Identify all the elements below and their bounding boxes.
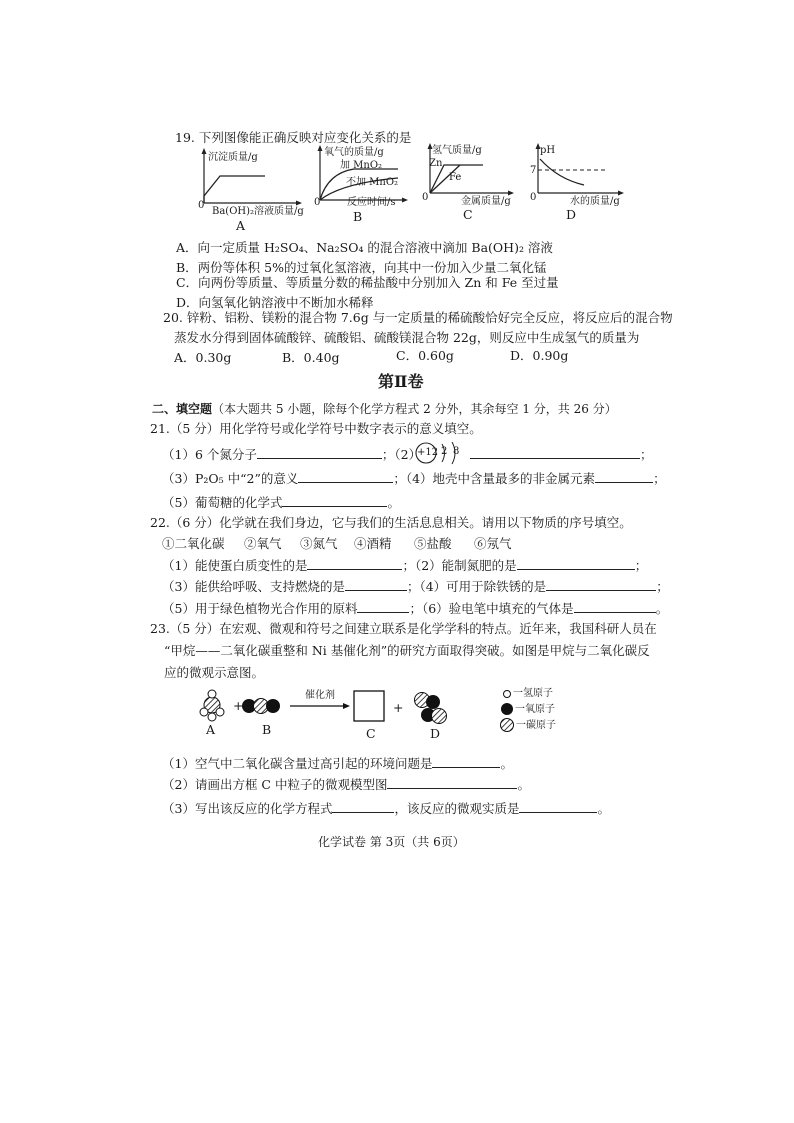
q23-blank-3[interactable] xyxy=(332,800,394,813)
q22-blank-2[interactable] xyxy=(517,557,635,570)
graph-b-letter: B xyxy=(353,209,363,224)
q23-blank-2[interactable] xyxy=(387,776,517,789)
section-title: 第Ⅱ卷 xyxy=(378,372,424,391)
graph-d-ylabel: pH xyxy=(540,145,556,156)
q21-row2: （3）P₂O₅ 中“2”的意义 ；（4）地壳中含量最多的非金属元素 ； xyxy=(162,471,666,486)
q21-row3: （5）葡萄糖的化学式 。 xyxy=(162,495,400,510)
legend-oxygen-icon xyxy=(501,703,513,715)
q21-blank-4[interactable] xyxy=(595,470,653,483)
graph-c-letter: C xyxy=(463,207,473,222)
q21-row1 xyxy=(162,446,421,463)
legend-hydrogen-icon xyxy=(504,691,511,698)
q22-blank-3[interactable] xyxy=(345,578,407,591)
q23-sub3: （3）写出该反应的化学方程式 ，该反应的微观实质是 。 xyxy=(162,801,610,816)
q19-option-b: B．两份等体积 5%的过氧化氢溶液，向其中一份加入少量二氧化锰 xyxy=(176,260,547,275)
graph-d-xlabel: 水的质量/g xyxy=(570,196,620,207)
q21-blank-5[interactable] xyxy=(282,494,387,507)
q23-sub2: （2）请画出方框 C 中粒子的微观模型图 。 xyxy=(162,777,530,792)
molecule-c-box xyxy=(354,691,384,721)
atom-shell-2: 8 xyxy=(453,446,460,457)
molecule-d-co xyxy=(415,693,447,724)
q21-part3: （3）P₂O₅ 中“2”的意义 xyxy=(162,471,299,486)
graph-c-fe-label: Fe xyxy=(449,172,462,183)
section-header xyxy=(152,401,617,417)
graph-c-zn-label: Zn xyxy=(429,158,443,169)
graph-b-ylabel: 氧气的质量/g xyxy=(324,147,384,158)
graph-c-origin: 0 xyxy=(422,192,429,203)
section-header-bold: 二、填空题 xyxy=(152,402,213,416)
section-header-rest: （本大题共 5 小题，除每个化学方程式 2 分外，其余每空 1 分，共 26 分） xyxy=(212,402,617,416)
plus-sign-1: + xyxy=(233,698,244,713)
q22-substance-3: ③氮气 xyxy=(300,536,338,551)
q22-substance-5: ⑤盐酸 xyxy=(414,536,452,551)
q22-substance-2: ②氧气 xyxy=(244,536,282,551)
q22-blank-6[interactable] xyxy=(574,600,656,613)
q22-substance-6: ⑥氖气 xyxy=(474,536,512,551)
legend-carbon: 一碳原子 xyxy=(516,720,556,731)
legend-hydrogen: 一氢原子 xyxy=(513,688,553,699)
graph-a-letter: A xyxy=(236,218,246,233)
q23-line2: “甲烷——二氧化碳重整和 Ni 基催化剂”的研究方面取得突破。如图是甲烷与二氧化碳反 xyxy=(164,643,650,658)
q22-row1: （1）能使蛋白质变性的是 ；（2）能制氮肥的是 ； xyxy=(162,558,648,573)
graph-c-ylabel: 氢气质量/g xyxy=(432,145,482,156)
q21-stem: 21.（5 分）用化学符号或化学符号中数字表示的意义填空。 xyxy=(150,421,482,436)
q21-blank-1[interactable] xyxy=(257,446,382,459)
q19-stem: 19. 下列图像能正确反映对应变化关系的是 xyxy=(175,130,412,145)
q22-blank-4[interactable] xyxy=(546,578,656,591)
q22-substance-1: ①二氧化碳 xyxy=(162,536,225,551)
graph-c-xlabel: 金属质量/g xyxy=(461,196,511,207)
q22-row2: （3）能供给呼吸、支持燃烧的是 ；（4）可用于除铁锈的是 ； xyxy=(162,579,669,594)
graph-b-xlabel: 反应时间/s xyxy=(347,197,396,208)
q19-option-d: D．向氢氧化钠溶液中不断加水稀释 xyxy=(176,295,374,310)
graph-d-letter: D xyxy=(566,207,577,222)
molecule-a-methane xyxy=(200,690,224,721)
graph-a-origin: 0 xyxy=(198,200,205,211)
q21-part5: （5）葡萄糖的化学式 xyxy=(162,495,283,510)
graph-b-curve1-label: 加 MnO₂ xyxy=(340,160,383,171)
atom-nucleus: +12 xyxy=(417,447,439,458)
label-a: A xyxy=(206,722,216,737)
q20-line1: 20. 锌粉、铝粉、镁粉的混合物 7.6g 与一定质量的稀硫酸恰好完全反应，将反应后的混合物 xyxy=(163,310,673,325)
q23-blank-4[interactable] xyxy=(519,800,597,813)
q22-row3: （5）用于绿色植物光合作用的原料 ；（6）验电笔中填充的气体是 。 xyxy=(162,601,669,616)
q23-line1: 23.（5 分）在宏观、微观和符号之间建立联系是化学学科的特点。近年来，我国科研人员在 xyxy=(150,621,657,636)
label-d: D xyxy=(430,726,441,741)
plus-sign-2: + xyxy=(393,700,404,715)
graph-a-ylabel: 沉淀质量/g xyxy=(208,152,258,163)
q19-option-c: C．向两份等质量、等质量分数的稀盐酸中分别加入 Zn 和 Fe 至过量 xyxy=(176,275,559,290)
q21-blank-2[interactable] xyxy=(470,446,640,459)
q20-option-c: C．0.60g xyxy=(396,348,454,363)
label-c: C xyxy=(366,726,376,741)
q19-option-a: A．向一定质量 H₂SO₄、Na₂SO₄ 的混合溶液中滴加 Ba(OH)₂ 溶液 xyxy=(176,240,553,255)
catalyst-label: 催化剂 xyxy=(305,690,335,701)
q20-line2: 蒸发水分得到固体硫酸锌、硫酸铝、硫酸镁混合物 22g，则反应中生成氢气的质量为 xyxy=(174,330,640,345)
q21-part1: （1）6 个氮分子 xyxy=(162,447,257,462)
q21-part2: ；（2） xyxy=(381,447,422,462)
q21-row1-end: ； xyxy=(470,446,653,463)
molecule-b-co2 xyxy=(242,699,280,714)
q22-substance-4: ④酒精 xyxy=(354,536,392,551)
q23-blank-1[interactable] xyxy=(432,755,500,768)
legend-oxygen: 一氧原子 xyxy=(515,704,555,715)
q22-blank-1[interactable] xyxy=(307,557,402,570)
graph-a-xlabel: Ba(OH)₂溶液质量/g xyxy=(212,206,304,217)
graph-a-curve xyxy=(204,176,265,203)
q20-option-b: B．0.40g xyxy=(282,350,340,365)
q21-blank-3[interactable] xyxy=(298,470,393,483)
q23-sub1: （1）空气中二氧化碳含量过高引起的环境问题是 。 xyxy=(162,756,513,771)
atom-shell-1: 2 xyxy=(441,446,448,457)
label-b: B xyxy=(262,722,272,737)
graph-b-origin: 0 xyxy=(314,197,321,208)
q20-option-a: A．0.30g xyxy=(174,350,232,365)
legend-carbon-icon xyxy=(501,719,514,732)
graph-d-mark: 7 xyxy=(530,165,537,176)
q22-blank-5[interactable] xyxy=(357,600,409,613)
q21-part4: ；（4）地壳中含量最多的非金属元素 xyxy=(393,471,596,486)
graph-d-origin: 0 xyxy=(530,192,537,203)
q22-stem: 22.（6 分）化学就在我们身边，它与我们的生活息息相关。请用以下物质的序号填空。 xyxy=(150,515,632,530)
graph-b-curve2-label: 不加 MnO₂ xyxy=(346,177,399,188)
page-footer: 化学试卷 第 3页（共 6页） xyxy=(318,835,465,849)
q20-option-d: D．0.90g xyxy=(510,348,569,363)
graph-d-curve xyxy=(540,159,584,185)
q23-line3: 应的微观示意图。 xyxy=(164,665,265,680)
